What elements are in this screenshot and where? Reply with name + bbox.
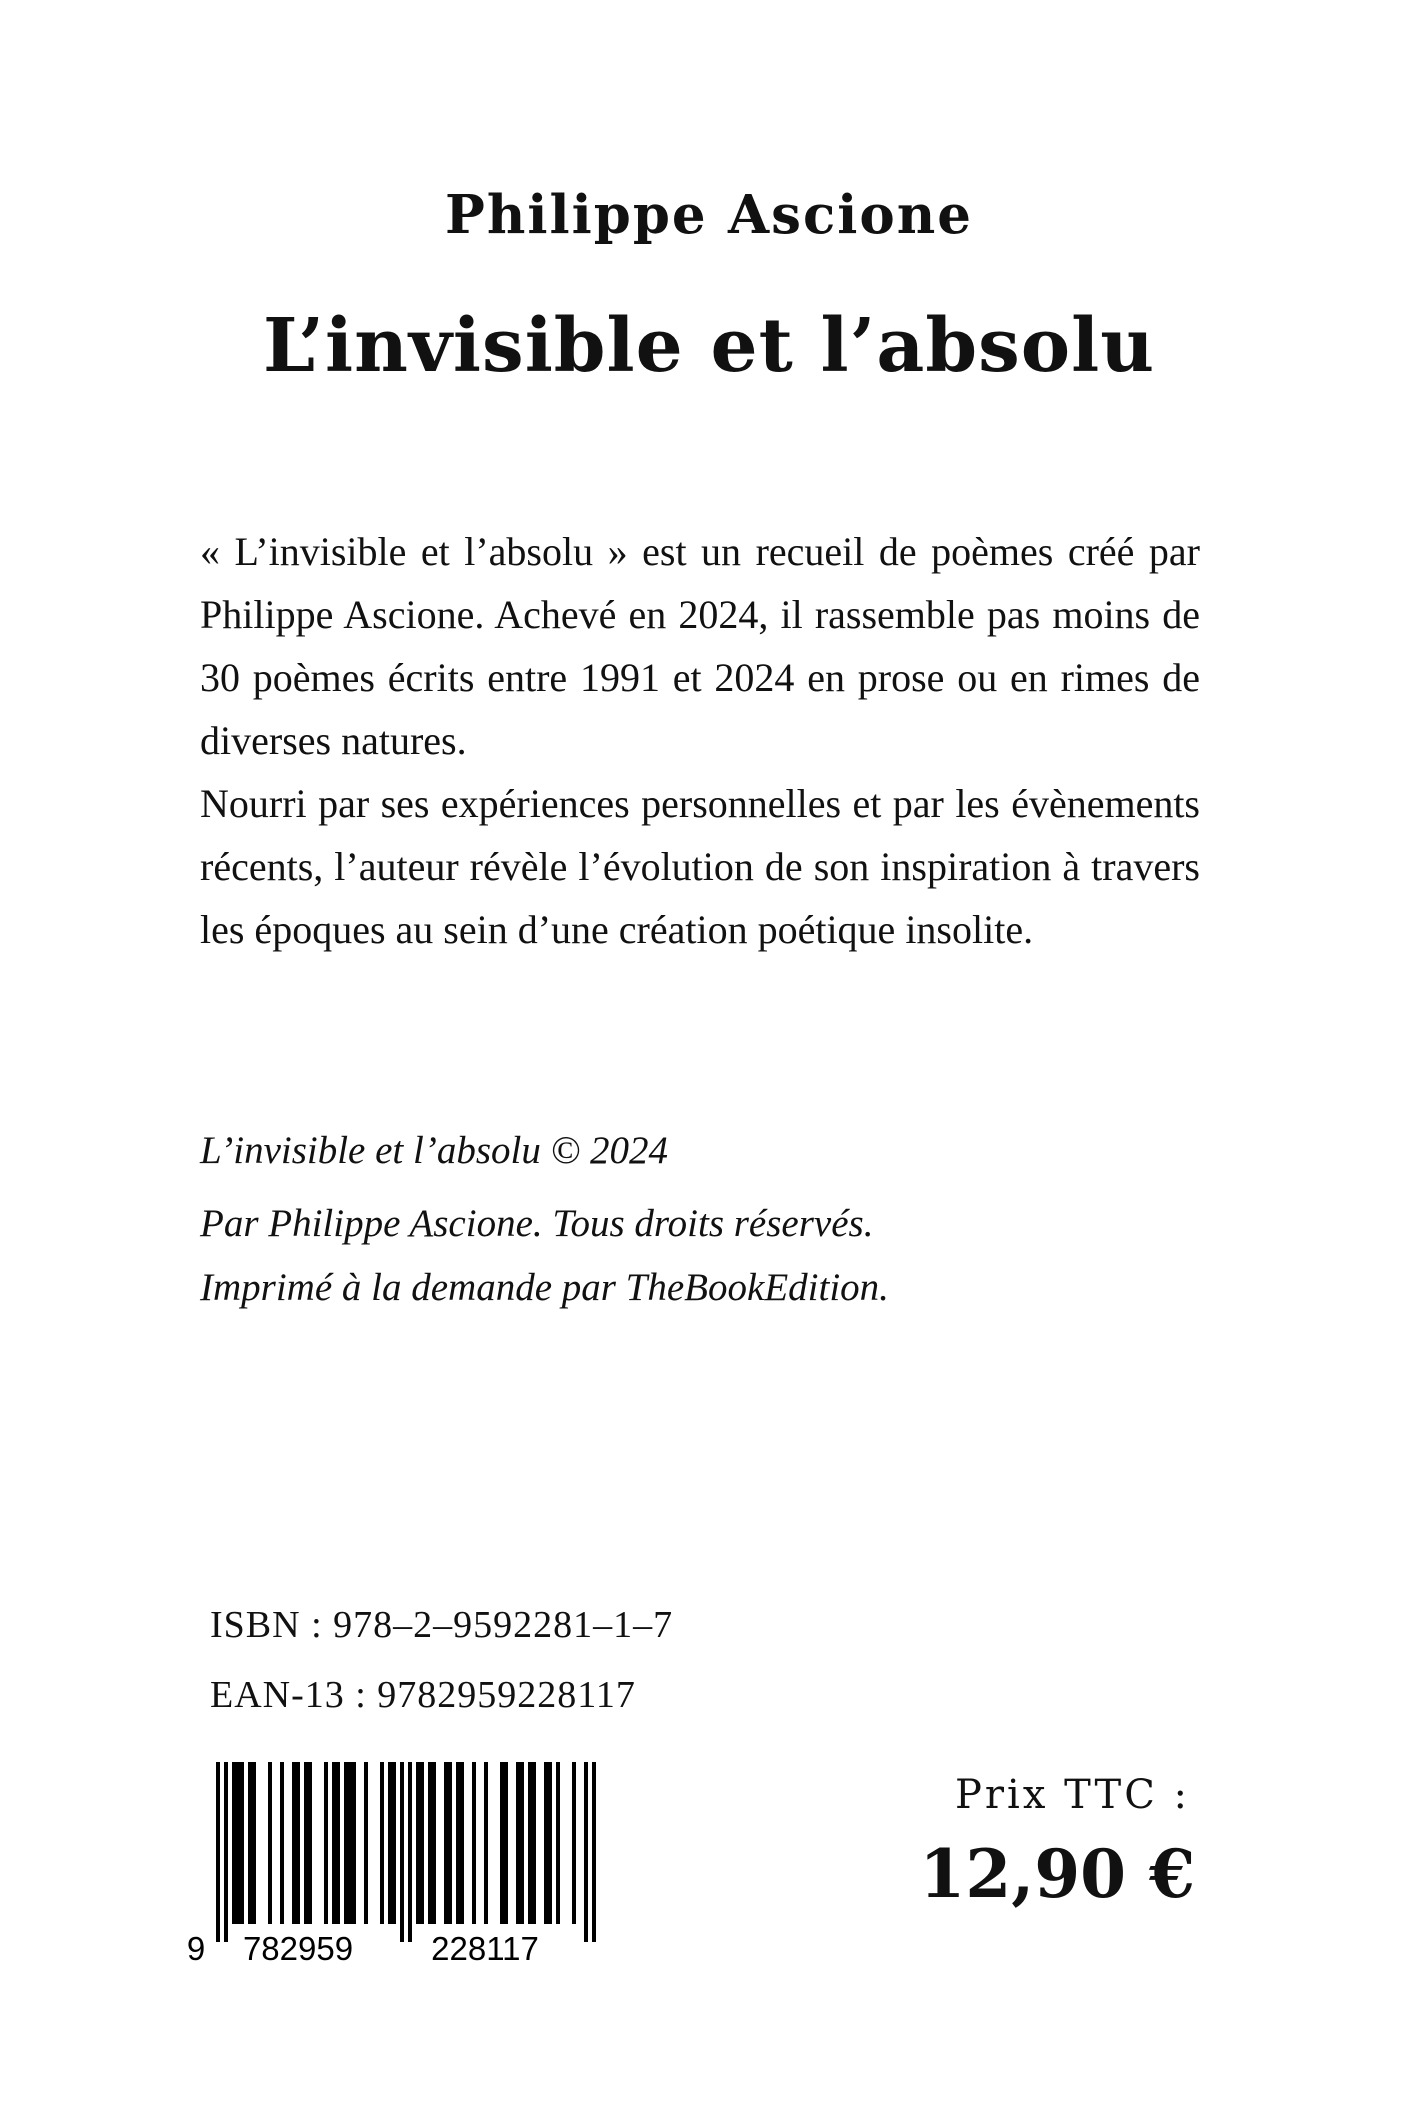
barcode-bar [268,1762,272,1924]
barcode-bar [280,1762,284,1924]
barcode-bar [472,1762,476,1924]
barcode-bar [364,1762,368,1924]
copyright-notice [200,1120,1200,1320]
barcode-bar [516,1762,524,1924]
barcode-bar [248,1762,256,1924]
blurb-paragraph-2: Nourri par ses expériences personnelles et par les évènements récents, l’auteur révèle l’évolution de son inspiration à travers les époques au sein d’une création poétique insolite. [200,781,1200,952]
barcode-bar [400,1762,404,1942]
ean13-barcode [180,1760,610,1965]
barcode-bar [592,1762,596,1942]
barcode-bar [388,1762,396,1924]
copyright-line-2: Par Philippe Ascione. Tous droits réservés. [200,1202,874,1245]
barcode-bar [324,1762,328,1924]
barcode-first-digit: 9 [186,1930,206,1965]
ean-number: EAN-13 : 9782959228117 [210,1674,636,1716]
barcode-bar [344,1762,356,1924]
barcode-bar [456,1762,464,1924]
copyright-line-1: L’invisible et l’absolu © 2024 [200,1129,668,1172]
barcode-right-digits: 228117 [431,1930,539,1965]
barcode-bar [408,1762,412,1942]
barcode-bar [416,1762,424,1924]
barcode-bar [304,1762,312,1924]
barcode-bar [232,1762,244,1924]
barcode-bar [528,1762,536,1924]
price-label: Prix TTC : [955,1772,1190,1818]
barcode-bar [556,1762,560,1924]
barcode-left-digits: 782959 [242,1930,354,1965]
barcode-bar [584,1762,588,1942]
isbn-number: ISBN : 978–2–9592281–1–7 [210,1604,674,1646]
author-name: Philippe Ascione [444,184,974,246]
barcode-bar [444,1762,452,1924]
barcode-bar [380,1762,384,1924]
barcode-bar [292,1762,300,1924]
barcode-bar [428,1762,436,1924]
book-title: L’invisible et l’absolu [262,303,1156,389]
barcode-bar [544,1762,552,1924]
barcode-bars [216,1762,596,1942]
barcode-bar [332,1762,340,1924]
barcode-bar [484,1762,488,1924]
isbn-block [210,1590,673,1730]
price-value: 12,90 € [919,1835,1195,1913]
barcode-bar [216,1762,220,1942]
barcode-bar [572,1762,576,1924]
back-cover-blurb [200,520,1200,961]
blurb-paragraph-1: « L’invisible et l’absolu » est un recueil de poèmes créé par Philippe Ascione. Achevé en 2024, il rassemble pas moins de 30 poèmes écrits entre 1991 et 2024 en prose ou en rimes de diverses natures. [200,529,1200,763]
barcode-bar [224,1762,228,1942]
copyright-line-3: Imprimé à la demande par TheBookEdition. [200,1266,889,1309]
barcode-bar [500,1762,508,1924]
